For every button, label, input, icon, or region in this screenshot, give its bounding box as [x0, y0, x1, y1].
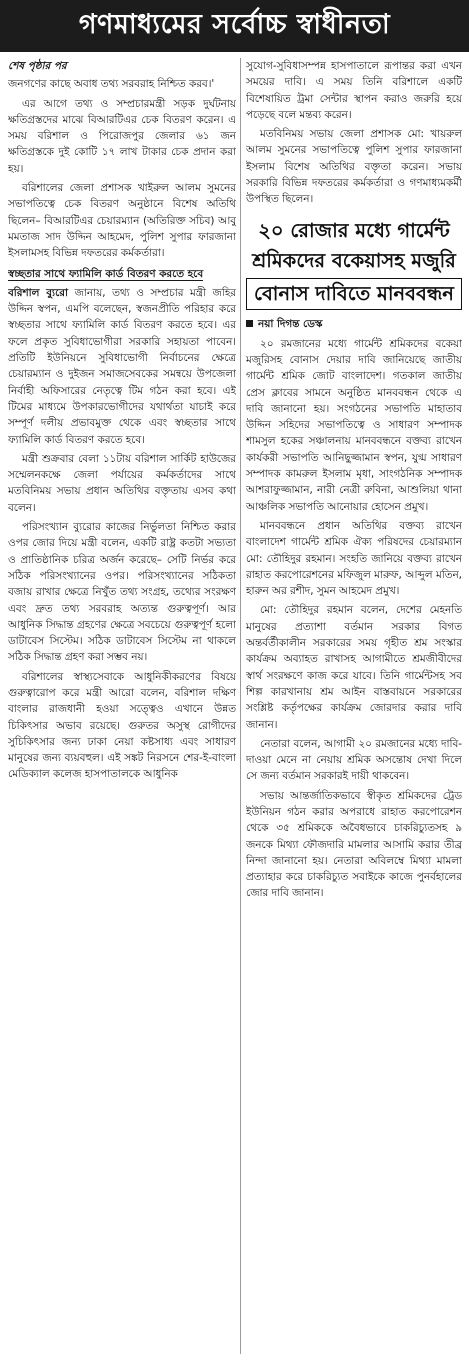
headline-line-boxed: বোনাস দাবিতে মানববন্ধন	[246, 278, 462, 310]
right-column	[246, 58, 462, 905]
byline	[246, 316, 462, 332]
column-divider	[240, 58, 241, 1354]
article-paragraph	[8, 285, 236, 448]
article-paragraph: মানববন্ধনে প্রধান অতিথির বক্তব্য রাখেন বাংলাদেশ গার্মেন্ট শ্রমিক ঐক্য পরিষদের চেয়ারম্যান মো: তৌহিদুর রহমান। সংহতি জানিয়ে বক্তব্য রাখেন রাহাত করপোরেশনের মফিজুল মারুফ, আব্দুল মতিন, হারুন অর রশীদ, সুমন আহমেদ প্রমুখ।	[246, 519, 462, 598]
article-paragraph: মতবিনিময় সভায় জেলা প্রশাসক মো: খায়রুল আলম সুমনের সভাপতিত্বে পুলিশ সুপার ফারজানা ইসলাম বিশেষ অতিথির বক্তৃতা করেন। সভায় সরকারি বিভিন্ন দফতরের কর্মকর্তারা ও গণমাধ্যমকর্মী উপস্থিত ছিলেন।	[246, 128, 462, 206]
article-paragraph: ২০ রমজানের মধ্যে গার্মেন্ট শ্রমিকদের বকেয়া মজুরিসহ বোনাস দেয়ার দাবি জানিয়েছে জাতীয় গার্মেন্ট শ্রমিক জোট বাংলাদেশ। গতকাল জাতীয় প্রেস ক্লাবের সামনে অনুষ্ঠিত মানববন্ধন থেকে এ দাবি জানানো হয়। সংগঠনের সভাপতি মাহাতাব উদ্দিন সহিদের সভাপতিত্বে ও সাধারণ সম্পাদক শামসুল হকের সঞ্চালনায় মানববন্ধনে বক্তব্য রাখেন কার্যকরী সভাপতি আনিছুজ্জামান স্বপন, যুগ্ম সাধারণ সম্পাদক কামরুল ইসলাম মৃধা, সাংগঠনিক সম্পাদক আশরাফুজ্জামান, নারী নেত্রী রুবিনা, আশুলিয়া থানা আঞ্চলিক সভাপতি আনোয়ার হোসেন প্রমুখ।	[246, 337, 462, 513]
bureau-lead: বরিশাল ব্যুরো	[8, 286, 68, 299]
main-headline: গণমাধ্যমের সর্বোচ্চ স্বাধীনতা	[0, 0, 469, 52]
byline-text: নয়া দিগন্ত ডেস্ক	[258, 317, 323, 330]
headline-line: শ্রমিকদের বকেয়াসহ মজুরি	[252, 248, 456, 272]
article-paragraph: বরিশালের জেলা প্রশাসক খাইরুল আলম সুমনের সভাপতিত্বে চেক বিতরণ অনুষ্ঠানে বিশেষ অতিথি ছিলেন– বিআরটিএর চেয়ারম্যান (অতিরিক্ত সচিব) আবু মমতাজ সাদ উদ্দিন আহমেদ, পুলিশ সুপার ফারজানা ইসলামসহ বিভিন্ন দফতরের কর্মকর্তারা।	[8, 182, 236, 260]
article-paragraph: পরিসংখ্যান ব্যুরোর কাজের নির্ভুলতা নিশ্চিত করার ওপর জোর দিয়ে মন্ত্রী বলেন, একটি রাষ্ট্র কতটা সভ্যতা ও প্রাতিষ্ঠানিক চরিত্র অর্জন করেছে– সেটি নির্ভর করে সঠিক পরিসংখ্যানের ওপর। পরিসংখ্যানের সঠিকতা বজায় রাখার ক্ষেত্রে নিখুঁত তথ্য সংগ্রহ, তথ্যের সংরক্ষণ এবং দ্রুত তথ্য সরবরাহ অত্যন্ত গুরুত্বপূর্ণ। আর আধুনিক সিদ্ধান্ত গ্রহণের ক্ষেত্রে সবচেয়ে গুরুত্বপূর্ণ হলো ডাটাবেস সিস্টেম। সঠিক ডাটাবেস সিস্টেম না থাকলে সঠিক সিদ্ধান্ত গ্রহণ করা সম্ভব নয়।	[8, 521, 236, 664]
article-paragraph: সুযোগ-সুবিধাসম্পন্ন হাসপাতালে রূপান্তর করা এখন সময়ের দাবি। এ সময় তিনি বরিশালে একটি বিশেষায়িত ট্রমা সেন্টার স্থাপন করাও জরুরি হয়ে পড়েছে বলে মন্তব্য করেন।	[246, 60, 462, 121]
left-column	[8, 58, 236, 786]
section-subhead-text: স্বচ্ছতার সাথে ফ্যামিলি কার্ড বিতরণ করতে হবে	[8, 267, 204, 280]
article-paragraph: মন্ত্রী শুক্রবার বেলা ১১টায় বরিশাল সার্কিট হাউজের সম্মেলনকক্ষে জেলা পর্যায়ের কর্মকর্তাদের সাথে মতবিনিময় সভায় প্রধান অতিথির বক্তৃতায় এসব কথা বলেন।	[8, 452, 236, 514]
section-subhead	[8, 266, 236, 282]
article-paragraph: সভায় আন্তর্জাতিকভাবে স্বীকৃত শ্রমিকদের ট্রেড ইউনিয়ন গঠন করার অপরাধে রাহাত করপোরেশন থেকে ৩৫ শ্রমিককে অবৈধভাবে চাকরিচ্যুতসহ ৯ জনকে মিথ্যা ফৌজদারি মামলার আসামি করার তীব্র নিন্দা জানানো হয়। নেতারা অবিলম্বে মিথ্যা মামলা প্রত্যাহার করে চাকরিচ্যুত সবাইকে কাজে পুনর্বহালের জোর দাবি জানান।	[246, 789, 462, 900]
article-paragraph: বরিশালের স্বাস্থ্যসেবাকে আধুনিকীকরণের বিষয়ে গুরুত্বারোপ করে মন্ত্রী আরো বলেন, বরিশাল দক্ষিণ বাংলার রাজধানী হওয়া সত্ত্বেও এখানে উন্নত চিকিৎসার অভাব রয়েছে। গুরুতর অসুস্থ রোগীদের সুচিকিৎসার জন্য ঢাকা নেয়া কষ্টসাধ্য এবং সাধারণ মানুষের জন্য ব্যয়বহুল। এই সঙ্কট নিরসনে শের-ই-বাংলা মেডিক্যাল কলেজ হাসপাতালকে আধুনিক	[8, 670, 236, 781]
article-paragraph: মো: তৌহিদুর রহমান বলেন, দেশের মেহনতি মানুষের প্রত্যাশা বর্তমান সরকার বিগত অন্তর্বর্তীকালীন সরকারের সময় গৃহীত শ্রম সংস্কার কার্যক্রম অব্যাহত রাখাসহ আগামীতে শ্রমজীবীদের স্বার্থ সংরক্ষণে কাজ করে যাবে। তিনি গার্মেন্টসহ সব শিল্প কারখানায় শ্রম আইন বাস্তবায়নে সরকারের সংশ্লিষ্ট কর্তৃপক্ষের কার্যক্রম জোরদার করার দাবি জানান।	[246, 604, 462, 731]
square-bullet-icon	[246, 320, 253, 327]
article-headline	[246, 216, 462, 310]
continued-from-kicker: শেষ পৃষ্ঠার পর	[8, 60, 67, 72]
article-paragraph: নেতারা বলেন, আগামী ২০ রমজানের মধ্যে দাবি-দাওয়া মেনে না নেয়ায় শ্রমিক অসন্তোষ দেখা দিলে সে জন্য বর্তমান সরকারই দায়ী থাকবেন।	[246, 737, 462, 783]
headline-line: ২০ রোজার মধ্যে গার্মেন্ট	[258, 218, 450, 242]
article-paragraph: এর আগে তথ্য ও সম্প্রচারমন্ত্রী সড়ক দুর্ঘটনায় ক্ষতিগ্রস্তদের মাঝে বিআরটিএর চেক বিতরণ করেন। এ সময় বরিশাল ও পিরোজপুর জেলার ৬১ জন ক্ষতিগ্রস্তকে দুই কোটি ১৭ লাখ টাকার চেক প্রদান করা হয়।	[8, 97, 236, 175]
article-paragraph: জনগণের কাছে অবাধ তথ্য সরবরাহ নিশ্চিত করব।'	[8, 78, 215, 91]
article-text: জানায়, তথ্য ও সম্প্রচার মন্ত্রী জহির উদ্দিন স্বপন, এমপি বলেছেন, স্বজনপ্রীতি পরিহার করে স্বচ্ছতার সাথে ফ্যামিলি কার্ড বিতরণ করতে হবে। এর ফলে প্রকৃত সুবিধাভোগীরা সরকারি সহায়তা পাবেন। প্রতিটি ইউনিয়নে সুবিধাভোগী নির্বাচনের ক্ষেত্রে চেয়ারম্যান ও দুইজন সমাজসেবকের সমন্বয়ে উপজেলা নির্বাহী অফিসারের নেতৃত্বে টিম গঠন করা হবে। এই টিমের মাধ্যমে উপকারভোগীদের যথার্থতা যাচাই করে সম্পূর্ণ দলীয় প্রভাবমুক্ত থেকে এবং স্বচ্ছতার সাথে ফ্যামিলি কার্ড বিতরণ করতে হবে।	[8, 286, 236, 446]
